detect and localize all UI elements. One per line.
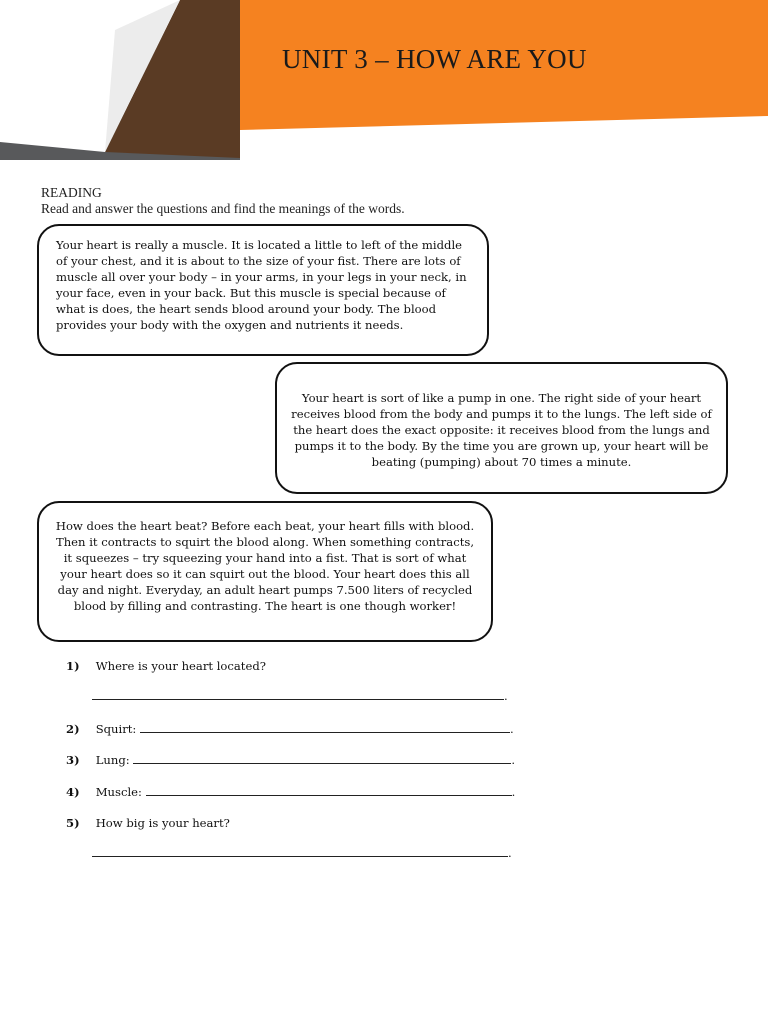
reading-section-header: [41, 185, 405, 217]
question-number: 5): [66, 816, 80, 830]
unit-title: UNIT 3 – HOW ARE YOU: [282, 44, 587, 74]
passage-box-3: [37, 501, 493, 642]
answer-blank[interactable]: [133, 753, 511, 764]
question-number: 2): [66, 722, 80, 736]
question-number: 4): [66, 785, 80, 799]
answer-line-5[interactable]: [92, 846, 512, 860]
passage-text: Your heart is sort of like a pump in one. The right side of your heart receives blood from the body and pumps it to the lungs. The left side of the heart does the exact opposite: it receives blood from the lungs and pumps it to the body. By the time you are grown up, your heart will be beating (pumping) about 70 times a minute.: [291, 391, 712, 469]
answer-blank[interactable]: [140, 722, 510, 733]
line-period: .: [504, 689, 508, 703]
reading-instruction: Read and answer the questions and find the meanings of the words.: [41, 201, 405, 216]
passage-box-2: [275, 362, 728, 494]
line-period: .: [511, 785, 516, 799]
question-text: How big is your heart?: [95, 816, 230, 830]
answer-blank[interactable]: [146, 785, 512, 796]
reading-heading: READING: [41, 185, 102, 200]
line-period: .: [510, 722, 514, 736]
question-5: [66, 816, 230, 830]
passage-text: Your heart is really a muscle. It is located a little to left of the middle of your chest, and it is about to the size of your fist. There are lots of muscle all over your body – in your arms, in your legs in your neck, in your face, even in your back. But this muscle is special because of what is does, the heart sends blood around your body. The blood provides your body with the oxygen and nutrients it needs.: [56, 238, 467, 332]
answer-blank[interactable]: [92, 846, 508, 857]
question-text: Squirt:: [95, 722, 137, 736]
answer-blank[interactable]: [92, 689, 504, 700]
line-period: .: [511, 753, 516, 767]
passage-box-1: [37, 224, 489, 356]
line-period: .: [508, 846, 512, 860]
question-text: Lung:: [95, 753, 130, 767]
answer-line-1[interactable]: [92, 689, 508, 703]
passage-text: How does the heart beat? Before each beat, your heart fills with blood. Then it contracts to squirt the blood along. When something contracts, it squeezes – try squeezing your hand into a fist. That is sort of what your heart does so it can squirt out the blood. Your heart does this all day and night. Everyday, an adult heart pumps 7.500 liters of recycled blood by filling and contrasting. The heart is one though worker!: [55, 519, 475, 613]
question-4: [66, 785, 515, 799]
question-2: [66, 722, 514, 736]
question-1: [66, 659, 266, 673]
question-3: [66, 753, 515, 767]
question-number: 3): [66, 753, 80, 767]
header-decoration: [0, 0, 768, 165]
question-number: 1): [66, 659, 80, 673]
question-text: Muscle:: [95, 785, 142, 799]
question-text: Where is your heart located?: [95, 659, 266, 673]
